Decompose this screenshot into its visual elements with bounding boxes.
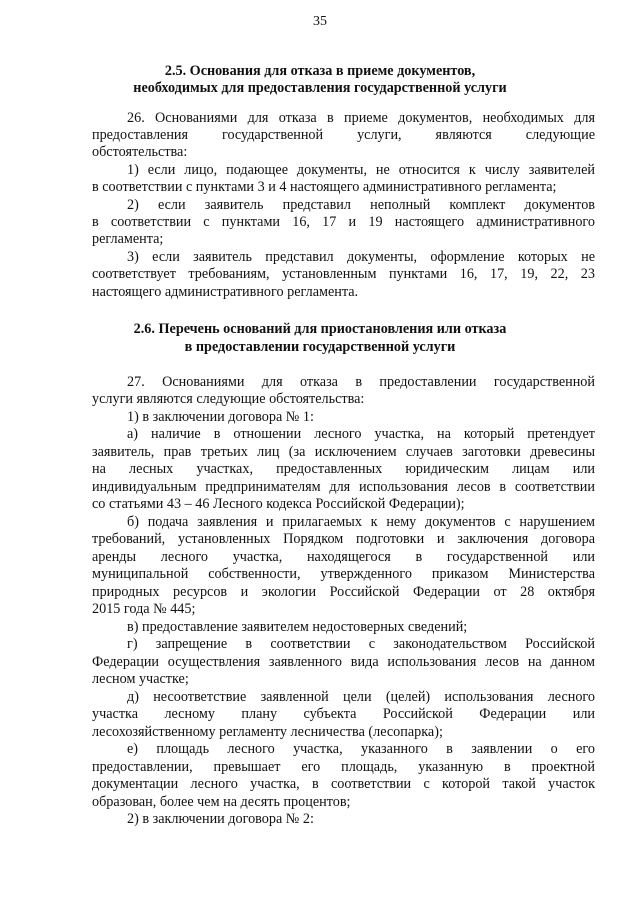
section-2-5-title-line-2: необходимых для предоставления государственной услуги	[133, 80, 507, 96]
paragraph-line: 27. Основаниями для отказа в предоставлении государственной	[127, 374, 595, 390]
paragraph-line: а) наличие в отношении лесного участка, на который претендует	[127, 426, 595, 442]
paragraph-line: 26. Основаниями для отказа в приеме документов, необходимых для	[127, 110, 595, 126]
paragraph-line: со статьями 43 – 46 Лесного кодекса Российской Федерации);	[92, 496, 465, 512]
paragraph-line: б) подача заявления и прилагаемых к нему документов с нарушением	[127, 514, 595, 530]
page-number: 35	[313, 14, 327, 29]
paragraph-line: на лесных участках, предоставленных юридическим лицам или	[92, 461, 595, 477]
paragraph-line: 1) если лицо, подающее документы, не относится к числу заявителей	[127, 162, 595, 178]
paragraph-line: индивидуальным предпринимателям для использования лесов в соответствии	[92, 479, 595, 495]
paragraph-line: обстоятельства:	[92, 144, 188, 160]
paragraph-line: муниципальной собственности, утвержденного приказом Министерства	[92, 566, 595, 582]
paragraph-line: предоставлении, превышает его площадь, указанную в проектной	[92, 759, 595, 775]
paragraph-line: лесохозяйственному регламенту лесничества (лесопарка);	[92, 724, 443, 740]
paragraph-line: соответствует требованиям, установленным пунктами 16, 17, 19, 22, 23	[92, 266, 595, 282]
paragraph-line: 2) если заявитель представил неполный комплект документов	[127, 197, 595, 213]
paragraph-line: регламента;	[92, 231, 164, 247]
paragraph-line: аренды лесного участка, находящегося в государственной или	[92, 549, 595, 565]
paragraph-line: д) несоответствие заявленной цели (целей) использования лесного	[127, 689, 595, 705]
paragraph-line: предоставления государственной услуги, являются следующие	[92, 127, 595, 143]
paragraph-line: 3) если заявитель представил документы, оформление которых не	[127, 249, 595, 265]
paragraph-line: 1) в заключении договора № 1:	[127, 409, 314, 425]
section-2-6-title-line-2: в предоставлении государственной услуги	[184, 339, 456, 355]
paragraph-line: заявитель, прав третьих лиц (за исключением случаев заготовки древесины	[92, 444, 595, 460]
paragraph-line: е) площадь лесного участка, указанного в заявлении о его	[127, 741, 595, 757]
paragraph-line: в) предоставление заявителем недостоверных сведений;	[127, 619, 468, 635]
paragraph-line: природных ресурсов и экологии Российской Федерации от 28 октября	[92, 584, 595, 600]
paragraph-line: г) запрещение в соответствии с законодательством Российской	[127, 636, 595, 652]
paragraph-line: настоящего административного регламента.	[92, 284, 359, 300]
paragraph-line: образован, более чем на десять процентов;	[92, 794, 351, 810]
paragraph-line: участка лесному плану субъекта Российской Федерации или	[92, 706, 595, 722]
paragraph-line: Федерации осуществления заявленного вида использования лесов на данном	[92, 654, 595, 670]
paragraph-line: в соответствии с пунктами 16, 17 и 19 настоящего административного	[92, 214, 595, 230]
paragraph-line: 2) в заключении договора № 2:	[127, 811, 314, 827]
paragraph-line: услуги являются следующие обстоятельства:	[92, 391, 365, 407]
paragraph-line: 2015 года № 445;	[92, 601, 196, 617]
paragraph-line: документации лесного участка, в соответствии с которой такой участок	[92, 776, 595, 792]
paragraph-line: в соответствии с пунктами 3 и 4 настоящего административного регламента;	[92, 179, 557, 195]
paragraph-line: требований, установленных Порядком подготовки и заключения договора	[92, 531, 595, 547]
paragraph-line: лесном участке;	[92, 671, 189, 687]
section-2-6-title-line-1: 2.6. Перечень оснований для приостановления или отказа	[133, 321, 507, 337]
section-2-5-title-line-1: 2.5. Основания для отказа в приеме документов,	[164, 63, 476, 79]
